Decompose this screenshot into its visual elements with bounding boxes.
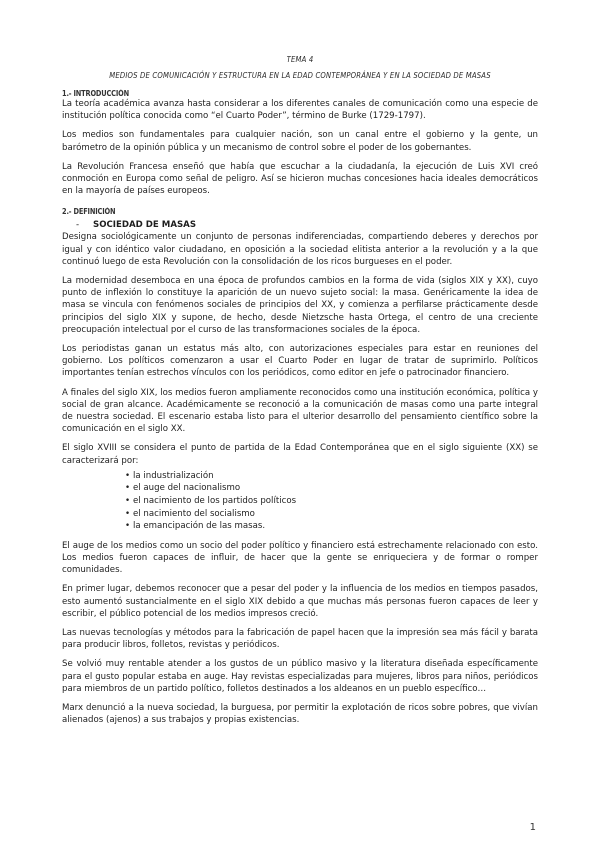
paragraph: Las nuevas tecnologías y métodos para la fabricación de papel hacen que la impresión sea más fácil y barata para producir libros, folletos, revistas y periódicos. [62,628,538,651]
section-heading-definition: 2.- DEFINICIÓN [62,207,116,217]
paragraph: A finales del siglo XIX, los medios fueron ampliamente reconocidos como una institución económica, política y social de gran alcance. Académicamente se reconoció a la comunicación de masas como una parte integral de nuestra sociedad. El escenario estaba listo para el ulterior desarrollo del pensamiento científico sobre la comunicación en el siglo XX. [62,387,538,435]
list-item: • la emancipación de las masas. [133,520,538,533]
list-item: • el nacimiento de los partidos políticos [133,495,538,508]
paragraph: Los periodistas ganan un estatus más alto, con autorizaciones especiales para estar en reuniones del gobierno. Los políticos comenzaron a usar el Cuarto Poder en lugar de tratar de suprimirlo. Políticos importantes tenían estrechos vínculos con los periódicos, como editor en jefe o patrocinador financiero. [62,344,538,379]
paragraph: El siglo XVIII se considera el punto de partida de la Edad Contemporánea que en el siglo siguiente (XX) se caracterizará por: [62,443,538,466]
list-dash: - [76,220,80,231]
page-number: 1 [529,822,536,833]
paragraph: En primer lugar, debemos reconocer que a pesar del poder y la influencia de los medios en tiempos pasados, esto aumentó sustancialmente en el siglo XIX debido a que muchas más personas fueron capaces de leer y escribir, el público potencial de los medios impresos creció. [62,584,538,619]
subheading-sociedad-de-masas [62,219,538,231]
subheading-label: SOCIEDAD DE MASAS [93,220,197,231]
list-item: • la industrialización [133,470,538,483]
list-item: • el nacimiento del socialismo [133,508,538,521]
paragraph: Marx denunció a la nueva sociedad, la burguesa, por permitir la explotación de ricos sobre pobres, que vivían alienados (ajenos) a sus trabajos y propias existencias. [62,703,538,726]
characteristics-list [62,470,538,533]
document-page [62,54,538,726]
paragraph: El auge de los medios como un socio del poder político y financiero está estrechamente relacionado con esto. Los medios fueron capaces de influir, de hacer que la gente se enriqueciera y de formar o romper comunidades. [62,540,538,576]
paragraph: La teoría académica avanza hasta considerar a los diferentes canales de comunicación como una especie de institución política conocida como “el Cuarto Poder”, término de Burke (1729-1797). [62,99,538,122]
document-title: MEDIOS DE COMUNICACIÓN Y ESTRUCTURA EN LA EDAD CONTEMPORÁNEA Y EN LA SOCIEDAD DE MASAS [109,70,491,80]
paragraph: Se volvió muy rentable atender a los gustos de un público masivo y la literatura diseñada específicamente para el gusto popular estaba en auge. Hay revistas especializadas para mujeres, libros para niños, periódicos para miembros de un partido político, folletos destinados a los aldeanos en un pueblo específico… [62,659,538,694]
paragraph: Los medios son fundamentales para cualquier nación, son un canal entre el gobierno y la gente, un barómetro de la opinión pública y un mecanismo de control sobre el poder de los gobernantes. [62,130,538,153]
list-item: • el auge del nacionalismo [133,482,538,495]
paragraph: Designa sociológicamente un conjunto de personas indiferenciadas, compartiendo deberes y derechos por igual y con idéntico valor ciudadano, en oposición a la sociedad elitista anterior a la revolución y a la que continuó luego de esta Revolución con la consolidación de los ricos burgueses en el poder. [62,232,538,267]
topic-number: TEMA 4 [286,54,314,64]
paragraph: La modernidad desemboca en una época de profundos cambios en la forma de vida (siglos XIX y XX), cuyo punto de inflexión lo constituye la aparición de un nuevo sujeto social: la masa. Genéricamente la idea de masa se vincula con fenómenos sociales de principios del XX, y comienza a perfilarse prácticamente desde principios del siglo XIX y supone, de hecho, desde Nietzsche hasta Ortega, el centro de una creciente preocupación intelectual por el curso de las transformaciones sociales de la época. [62,276,538,335]
section-heading-introduction: 1.- INTRODUCCIÓN [62,89,130,98]
paragraph: La Revolución Francesa enseñó que había que escuchar a la ciudadanía, la ejecución de Luis XVI creó conmoción en Europa como señal de peligro. Así se hicieron muchas concesiones hacia ideales democráticos en la mayoría de países europeos. [62,161,538,197]
